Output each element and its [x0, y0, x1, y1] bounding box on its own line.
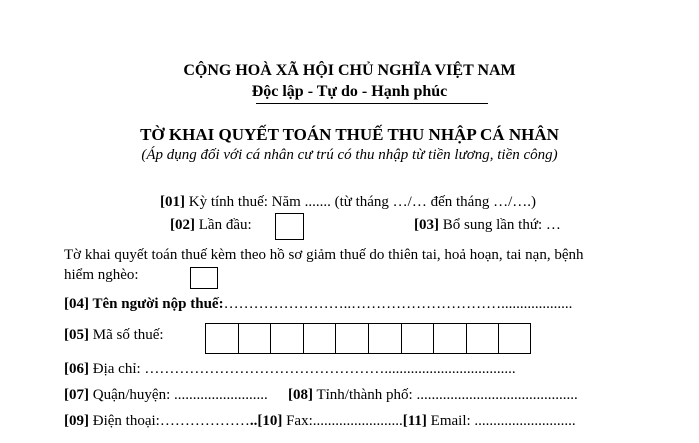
motto: Độc lập - Tự do - Hạnh phúc: [251, 83, 448, 100]
first-time-checkbox[interactable]: [275, 213, 304, 240]
field-09-code: [09]: [64, 413, 89, 429]
field-06-label[interactable]: Địa chỉ: …………………………………………...................................: [89, 361, 516, 377]
field-02-label: Lần đầu:: [195, 217, 252, 233]
tax-code-cell[interactable]: [270, 323, 303, 354]
field-11-code: [11]: [402, 413, 427, 429]
field-07-code: [07]: [64, 387, 89, 403]
form-subtitle: (Áp dụng đối với cá nhân cư trú có thu nhập từ tiền lương, tiền công): [141, 147, 558, 163]
field-04-label: [04] Tên người nộp thuế:: [64, 296, 224, 312]
field-07-label[interactable]: Quận/huyện: .........................: [89, 387, 268, 403]
field-02-first-time: [170, 217, 252, 234]
tax-code-cell[interactable]: [401, 323, 434, 354]
field-04-dots[interactable]: ……………………..…………………………...................: [223, 296, 573, 312]
field-05-code: [05]: [64, 327, 89, 343]
field-08-code: [08]: [288, 387, 313, 403]
tax-code-cell[interactable]: [433, 323, 466, 354]
attachment-note-line2: hiểm nghèo:: [64, 267, 139, 283]
tax-code-cell[interactable]: [368, 323, 401, 354]
field-06-address: [64, 361, 516, 378]
field-05-label: Mã số thuế:: [89, 327, 164, 343]
field-09-phone[interactable]: Điện thoại:………………: [89, 413, 250, 429]
tax-code-cell[interactable]: [238, 323, 271, 354]
attachment-note-line1: Tờ khai quyết toán thuế kèm theo hồ sơ giảm thuế do thiên tai, hoả hoạn, tai nạn, bệnh: [64, 247, 584, 263]
field-11-email[interactable]: Email: ...........................: [426, 413, 576, 429]
field-06-code: [06]: [64, 361, 89, 377]
form-title: TỜ KHAI QUYẾT TOÁN THUẾ THU NHẬP CÁ NHÂN: [140, 125, 559, 144]
tax-code-cell[interactable]: [498, 323, 531, 354]
country-header: CỘNG HOÀ XÃ HỘI CHỦ NGHĨA VIỆT NAM: [183, 62, 516, 79]
disaster-reduction-checkbox[interactable]: [190, 267, 218, 289]
field-01-text: Kỳ tính thuế: Năm ....... (từ tháng …/… đến tháng …/….): [185, 194, 536, 210]
field-05-tax-code: [64, 327, 164, 344]
field-01-code: [01]: [160, 194, 185, 210]
tax-code-cell[interactable]: [303, 323, 336, 354]
tax-code-cell[interactable]: [466, 323, 499, 354]
field-08-province: [288, 387, 578, 404]
field-09-10-11-contact: [64, 413, 576, 430]
motto-underline: [256, 103, 488, 104]
tax-code-cell[interactable]: [205, 323, 238, 354]
tax-code-boxes[interactable]: [205, 323, 531, 354]
field-10-code: ..[10]: [249, 413, 283, 429]
field-10-fax[interactable]: Fax:........................: [282, 413, 403, 429]
field-08-label[interactable]: Tỉnh/thành phố: ...........................................: [313, 387, 578, 403]
field-03-code: [03]: [414, 217, 439, 233]
field-03-supplement: [414, 217, 561, 234]
field-04-taxpayer-name: [64, 296, 572, 313]
tax-code-cell[interactable]: [335, 323, 368, 354]
field-02-code: [02]: [170, 217, 195, 233]
field-03-label: Bổ sung lần thứ: …: [439, 217, 561, 233]
field-07-district: [64, 387, 268, 404]
field-01-tax-period: [160, 194, 536, 211]
